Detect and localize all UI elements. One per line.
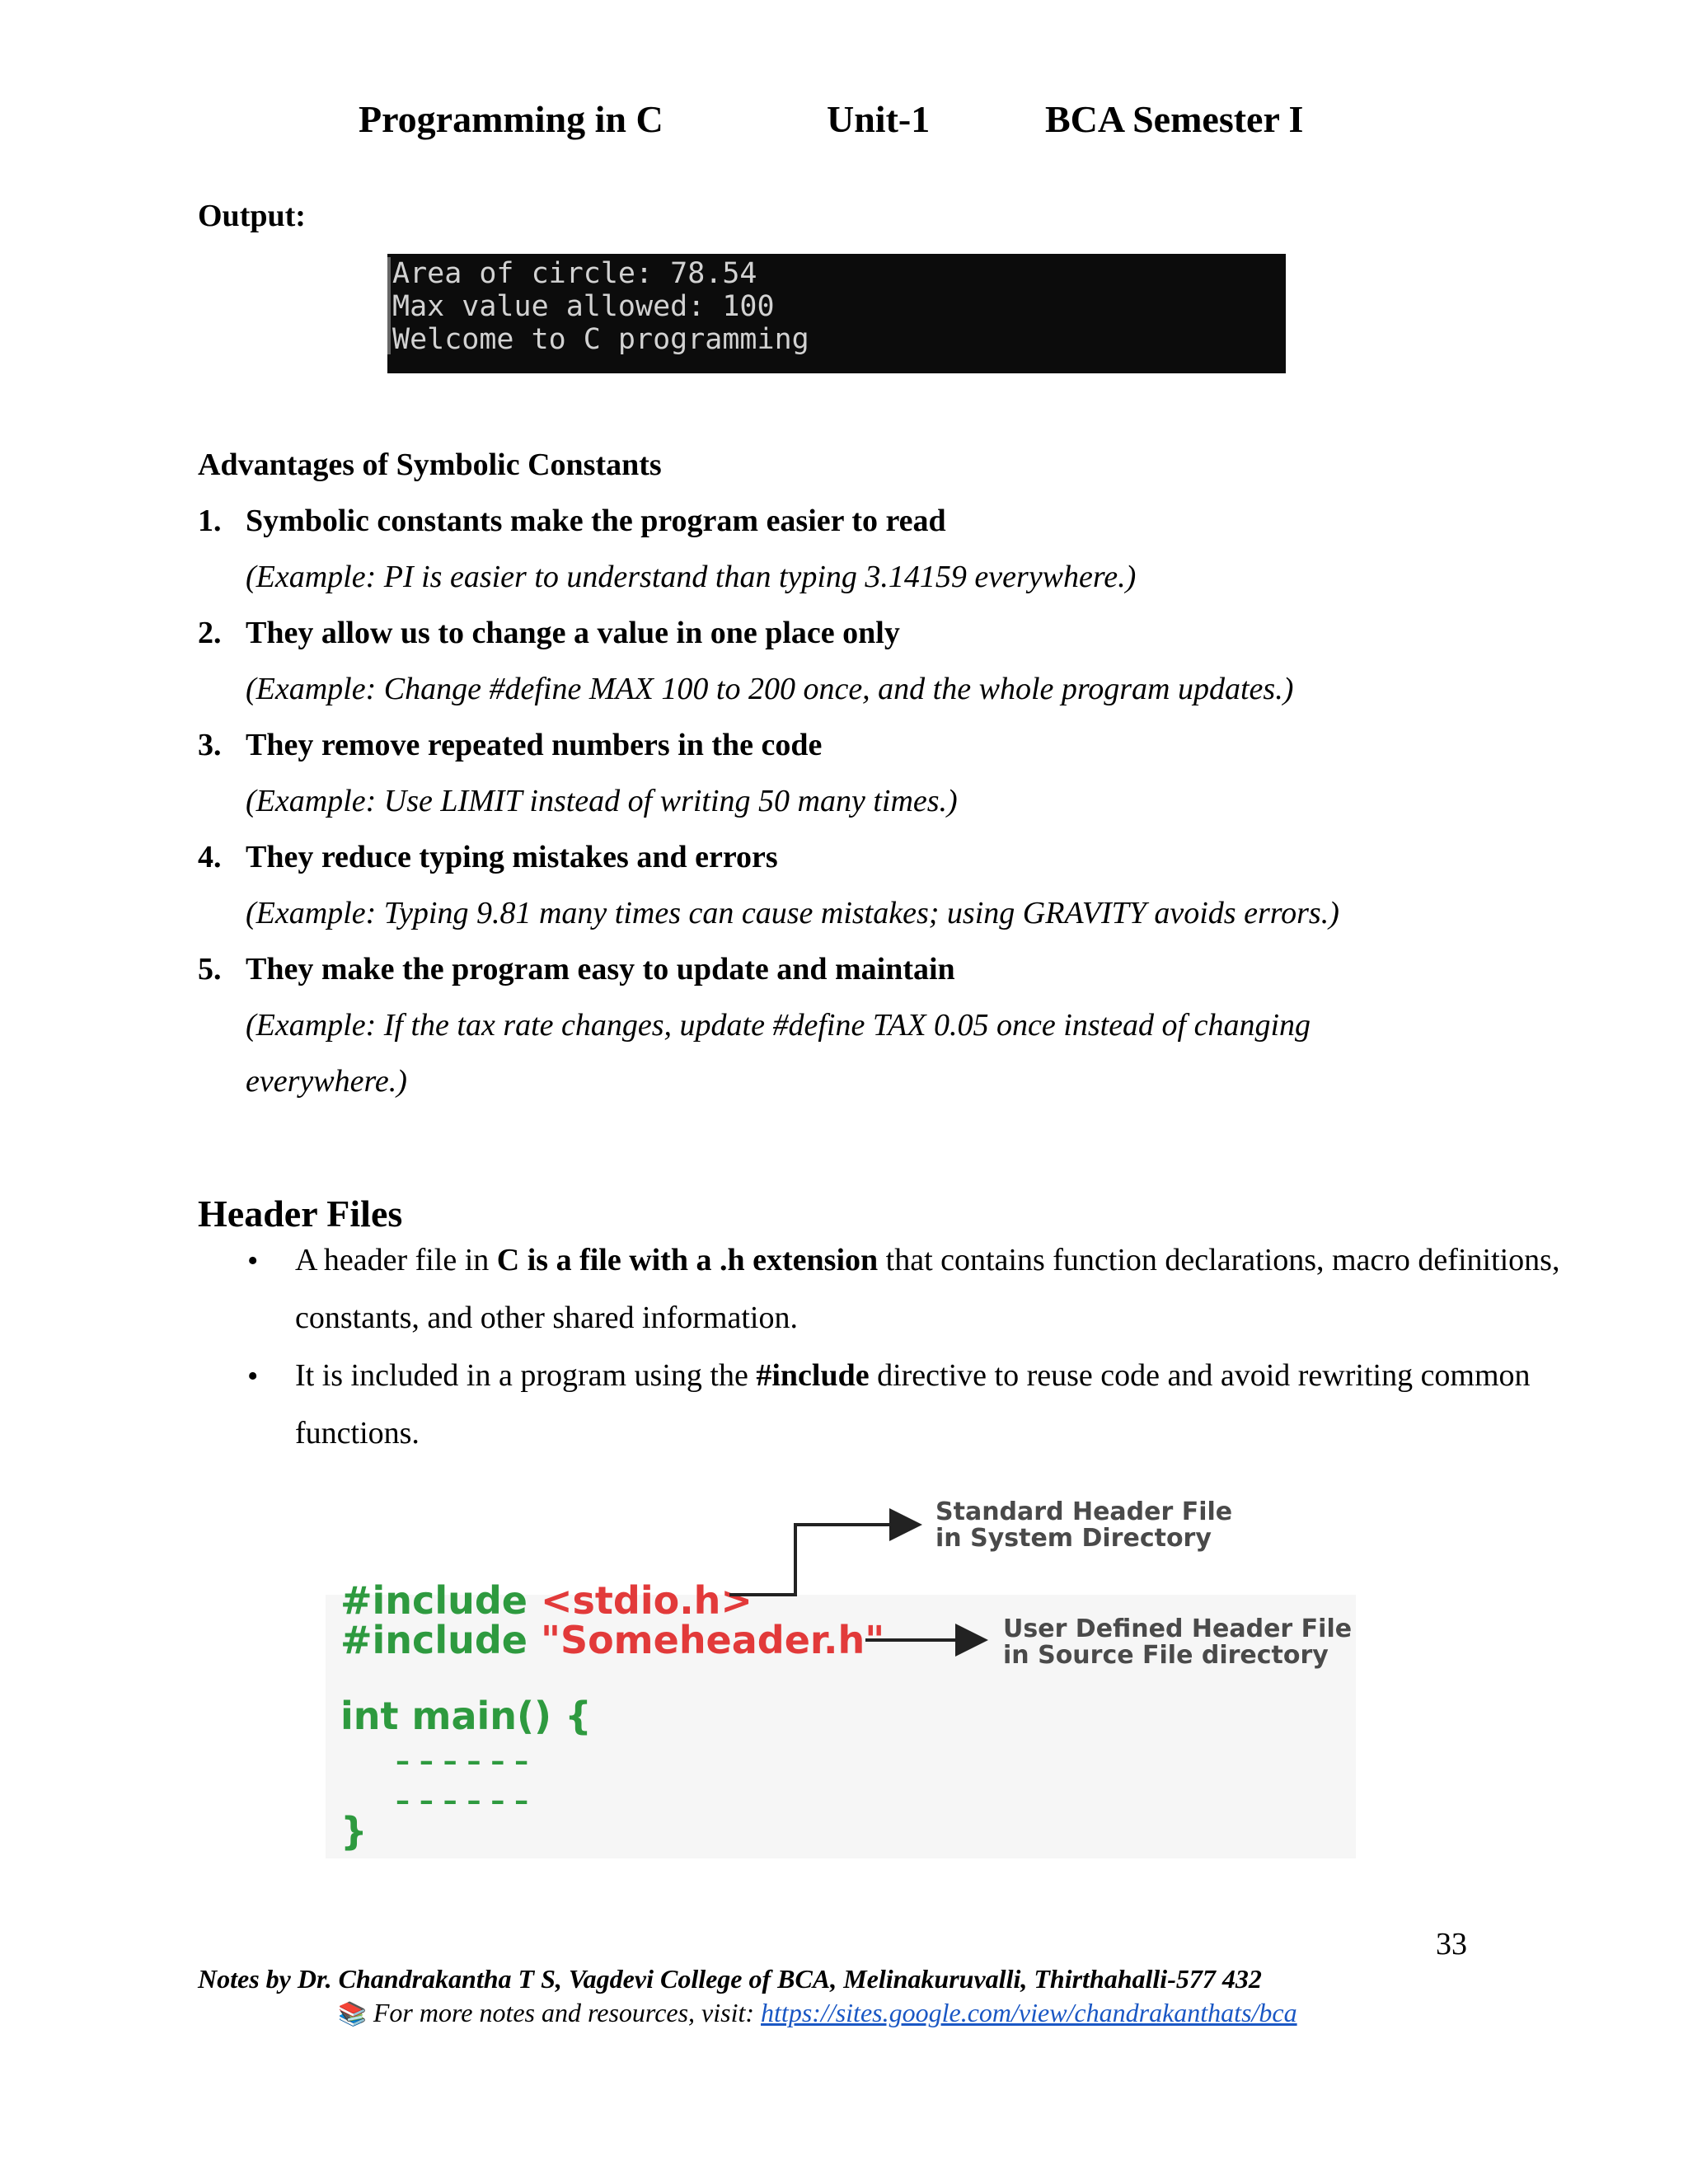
header-file-diagram xyxy=(326,1496,1356,1858)
closing-brace: } xyxy=(340,1809,368,1854)
footer-notes: Notes by Dr. Chandrakantha T S, Vagdevi College of BCA, Melinakuruvalli, Thirthahalli-577 432 xyxy=(198,1964,1262,1994)
annotation-system-header xyxy=(935,1499,1232,1552)
advantage-example xyxy=(198,1063,1533,1113)
advantage-item xyxy=(198,503,1533,552)
terminal-cursor xyxy=(387,257,391,354)
bullet-text-post: that contains function declarations, macro definitions, constants, and other shared information. xyxy=(295,1243,1560,1335)
advantage-item xyxy=(198,951,1533,1001)
include-file-name: <stdio.h> xyxy=(540,1578,753,1623)
advantage-item xyxy=(198,727,1533,776)
advantage-title: They allow us to change a value in one place only xyxy=(246,616,900,650)
include-file-name: "Someheader.h" xyxy=(540,1618,885,1662)
code-body-placeholder: – – – – – – xyxy=(396,1784,529,1817)
terminal-output xyxy=(387,254,1286,373)
header-course: Programming in C xyxy=(359,98,663,140)
advantage-example-text: (Example: If the tax rate changes, update #define TAX 0.05 once instead of changing xyxy=(246,1008,1311,1043)
annotation-line: in Source File directory xyxy=(1003,1641,1329,1670)
advantage-title: Symbolic constants make the program easier to read xyxy=(246,504,946,538)
advantage-example xyxy=(198,671,1533,720)
advantage-example xyxy=(198,559,1533,608)
advantage-example xyxy=(198,895,1533,944)
advantage-item xyxy=(198,615,1533,664)
bullet-text-post: directive to reuse code and avoid rewriting common functions. xyxy=(295,1358,1531,1451)
bullet-dot-icon: • xyxy=(247,1244,259,1278)
advantage-example-text: (Example: Typing 9.81 many times can cause mistakes; using GRAVITY avoids errors.) xyxy=(246,896,1339,930)
advantage-item xyxy=(198,839,1533,888)
advantage-number: 4. xyxy=(198,840,222,874)
advantage-number: 1. xyxy=(198,504,222,538)
terminal-line: Welcome to C programming xyxy=(392,323,809,356)
page-number: 33 xyxy=(1436,1927,1467,1961)
annotation-line: User Defined Header File xyxy=(1003,1615,1353,1643)
advantage-number: 5. xyxy=(198,952,222,987)
code-body-placeholder: – – – – – – xyxy=(396,1745,529,1778)
arrow-to-system-directory xyxy=(729,1525,919,1595)
footer-more-text: For more notes and resources, visit: xyxy=(373,1998,762,2027)
bullet-text-bold: C is a file with a .h extension xyxy=(496,1243,879,1277)
header-semester: BCA Semester I xyxy=(1045,98,1304,140)
bullet-item xyxy=(247,1243,1582,1358)
advantage-example-text: (Example: Use LIMIT instead of writing 50 many times.) xyxy=(246,784,958,818)
advantage-title: They make the program easy to update and maintain xyxy=(246,952,955,987)
advantage-example-text: (Example: Change #define MAX 100 to 200 once, and the whole program updates.) xyxy=(246,672,1294,706)
bullet-text-pre: It is included in a program using the xyxy=(295,1358,757,1393)
advantage-title: They remove repeated numbers in the code xyxy=(246,728,823,762)
bullet-text-pre: A header file in xyxy=(295,1243,497,1277)
include-keyword: #include xyxy=(340,1578,528,1623)
annotation-line: Standard Header File xyxy=(935,1497,1233,1526)
include-keyword: #include xyxy=(340,1618,528,1662)
advantage-number: 2. xyxy=(198,616,222,650)
bullet-item xyxy=(247,1358,1582,1474)
bullet-dot-icon: • xyxy=(247,1359,259,1394)
advantage-example-text: everywhere.) xyxy=(246,1064,407,1099)
advantage-example-text: (Example: PI is easier to understand than typing 3.14159 everywhere.) xyxy=(246,560,1137,594)
terminal-line: Area of circle: 78.54 xyxy=(392,257,757,290)
advantages-title: Advantages of Symbolic Constants xyxy=(198,448,662,482)
header-files-title: Header Files xyxy=(198,1193,403,1235)
advantage-example xyxy=(198,1007,1533,1057)
output-label: Output: xyxy=(198,199,306,233)
main-function-line: int main() { xyxy=(340,1694,592,1738)
bullet-text xyxy=(295,1231,1581,1347)
header-unit: Unit-1 xyxy=(827,98,931,140)
footer-resources xyxy=(338,1998,1297,2028)
terminal-line: Max value allowed: 100 xyxy=(392,290,775,323)
books-icon: 📚 xyxy=(338,2002,367,2027)
annotation-user-header xyxy=(1003,1616,1352,1669)
annotation-line: in System Directory xyxy=(935,1524,1212,1553)
bullet-text-bold: #include xyxy=(756,1358,870,1393)
advantage-number: 3. xyxy=(198,728,222,762)
advantage-example xyxy=(198,783,1533,832)
advantage-title: They reduce typing mistakes and errors xyxy=(246,840,778,874)
footer-link[interactable]: https://sites.google.com/view/chandrakanthats/bca xyxy=(761,1998,1297,2027)
bullet-text xyxy=(295,1347,1581,1462)
